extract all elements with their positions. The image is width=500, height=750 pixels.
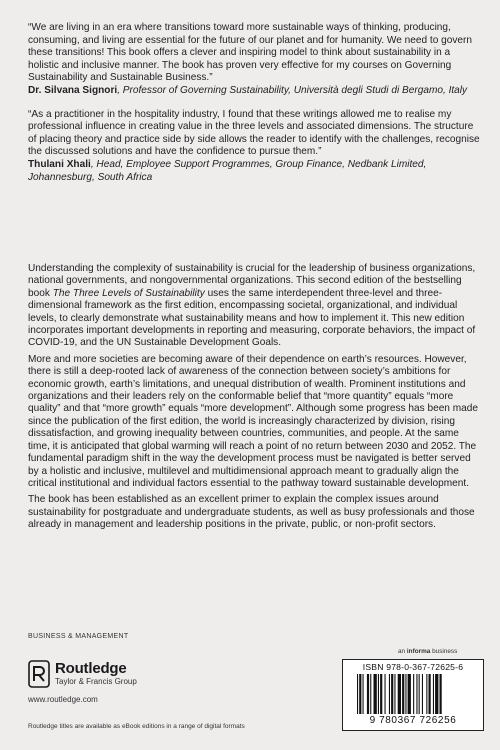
barcode-bar	[370, 674, 371, 714]
endorsement-attribution	[28, 85, 480, 98]
publisher-group: Taylor & Francis Group	[55, 677, 137, 686]
endorsements	[28, 22, 480, 195]
barcode-bar	[357, 674, 358, 714]
description-paragraph-3: The book has been established as an excellent primer to explain the complex issues around sustainability for postgraduate and undergraduate students, as well as busy professionals and those already in management and leadership positions in the private, public, or non-profit sectors.	[28, 494, 475, 531]
routledge-logo-icon	[28, 660, 50, 688]
barcode-bar	[433, 674, 434, 714]
barcode-icon	[357, 674, 469, 714]
barcode-bar	[429, 674, 431, 714]
barcode-bar	[408, 674, 411, 714]
barcode-bar	[363, 674, 364, 714]
endorsement-text: “As a practitioner in the hospitality industry, I found that these writings allowed me to realise my professional influence in creating value in the three levels and associated dimensions. The structure of placing theory and practice side by side allows the reader to identify with the challenges, recognise the discussed solutions and have the confidence to pursue them.”	[28, 108, 480, 158]
paragraph-text: uses the same interdependent three-level and three-dimensional framework as the first edition, encompassing societal, organizational, and individual levels, to clearly demonstrate what sustainability means and how to implement it. This new edition incorporates important developments in reporting and measuring, corporate behaviors, the impact of COVID-19, and the UN Sustainable Development Goals.	[28, 287, 476, 349]
barcode-bar	[440, 674, 442, 714]
endorsement-affiliation: , Head, Employee Support Programmes, Group Finance, Nedbank Limited, Johannesburg, South Africa	[28, 158, 427, 183]
description-paragraph-2: More and more societies are becoming aware of their dependence on earth’s resources. However, there is still a deep-rooted lack of awareness of the connection between society’s ambitions for economic growth, earth’s limitations, and unequal distribution of wealth. Prominent institutions and organizations and their leaders rely on the conformable belief that “more quantity” equals “more quality” and that “more growth” equals “more development”. Although some progress has been made since the publication of the first edition, the world is increasingly characterized by division, rising dissatisfaction, and growing inequality between countries, communities, and people. At the same time, it is anticipated that global warming will reach a point of no return between 2030 and 2052. The fundamental paradigm shift in the way the development process must be navigated is better served by a holistic and inclusive, multilevel and multidimensional approach meant to gradually align the critical institutional and individual factors essential to the pathway toward sustainable development.	[28, 353, 478, 489]
barcode-bar	[405, 674, 406, 714]
barcode-bar	[391, 674, 393, 714]
description	[28, 263, 480, 536]
paragraph-text: Understanding the complexity of sustainability is crucial for the leadership of business organizations, national governments, and nongovernmental organizations. This second edition of the bestselling book	[28, 263, 476, 299]
publisher-logo	[28, 660, 198, 700]
barcode-bar	[426, 674, 427, 714]
barcode-digits: 9 780367 726256	[369, 715, 457, 726]
informa-business	[398, 648, 457, 655]
barcode-bar	[385, 674, 386, 714]
ebook-availability-note: Routledge titles are available as eBook editions in a range of digital formats	[28, 723, 245, 730]
barcode-bar	[374, 674, 377, 714]
barcode-bar	[398, 674, 401, 714]
barcode-bar	[389, 674, 390, 714]
barcode-bar	[402, 674, 404, 714]
subject-category: BUSINESS & MANAGEMENT	[28, 633, 129, 640]
endorsement-1	[28, 22, 480, 98]
barcode-bar	[367, 674, 369, 714]
barcode-bar	[422, 674, 423, 714]
description-paragraph-1	[28, 263, 480, 350]
informa-suffix: business	[430, 648, 458, 655]
barcode-bar	[378, 674, 379, 714]
isbn-barcode-box	[342, 659, 484, 731]
endorsement-affiliation: , Professor of Governing Sustainability, Università degli Studi di Bergamo, Italy	[117, 84, 468, 96]
endorsement-author: Thulani Xhali	[28, 158, 91, 170]
informa-brand: informa	[406, 648, 431, 655]
informa-prefix: an	[398, 648, 407, 655]
publisher-website: www.routledge.com	[28, 695, 98, 704]
barcode-bar	[380, 674, 382, 714]
isbn-label: ISBN 978-0-367-72625-6	[362, 662, 464, 672]
endorsement-text: “We are living in an era where transitions toward more sustainable ways of thinking, producing, consuming, and living are essential for the future of our planet and for humanity. We need to govern these transitions! This book offers a clever and inspiring model to think about sustainability in a holistic and inclusive manner. The book has proven very effective for my courses on Governing Sustainability and Sustainable Business.”	[28, 22, 473, 84]
barcode-bar	[394, 674, 395, 714]
endorsement-attribution	[28, 159, 480, 184]
barcode-bar	[359, 674, 361, 714]
book-title: The Three Levels of Sustainability	[52, 287, 205, 299]
barcode-bar	[413, 674, 414, 714]
barcode-bar	[435, 674, 438, 714]
barcode-bar	[419, 674, 420, 714]
endorsement-2	[28, 109, 480, 185]
endorsement-author: Dr. Silvana Signori	[28, 84, 118, 96]
publisher-name: Routledge	[55, 660, 127, 677]
barcode-bar	[416, 674, 417, 714]
